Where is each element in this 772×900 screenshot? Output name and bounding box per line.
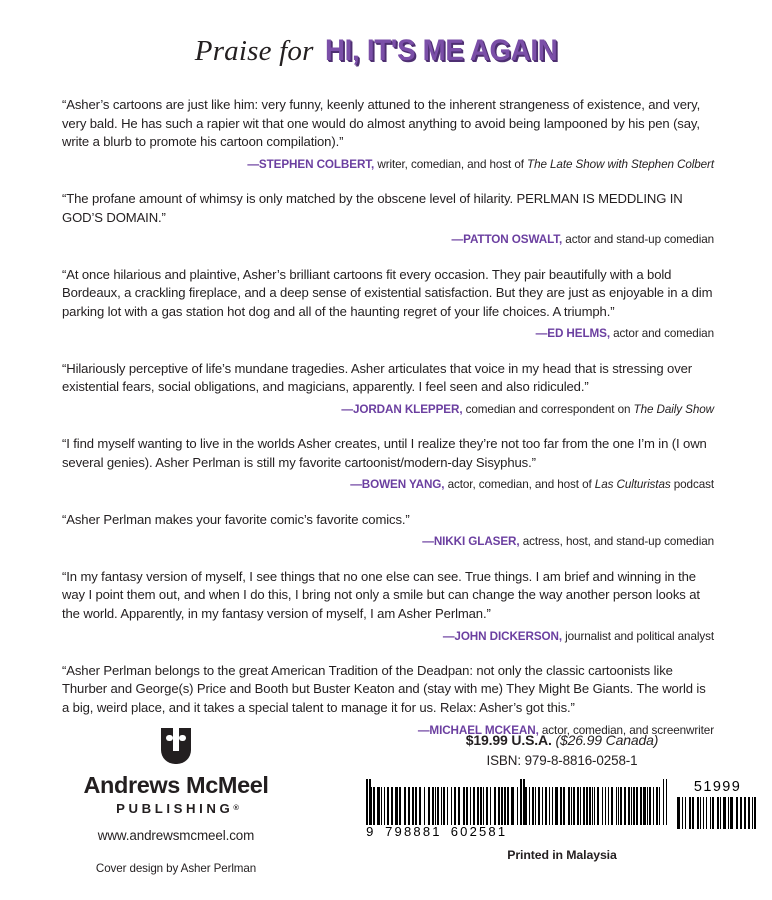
blurb-attribution [62, 326, 714, 342]
book-title: HI, IT'S ME AGAIN [324, 34, 557, 67]
praise-for-label: Praise for [194, 35, 314, 67]
price-usa: $19.99 U.S.A. [465, 732, 552, 748]
registered-mark-icon: ® [233, 802, 239, 812]
blurb-attribution [62, 232, 714, 248]
attribution-role: journalist and political analyst [562, 629, 714, 643]
attribution-name: —MICHAEL MCKEAN, [417, 723, 539, 737]
attribution-role: actor, comedian, and screenwriter [538, 723, 714, 737]
attribution-role: actress, host, and stand-up comedian [519, 535, 714, 549]
barcode-bars [366, 779, 667, 825]
blurb-attribution [62, 402, 714, 418]
attribution-name: —PATTON OSWALT, [451, 233, 563, 247]
publisher-subtitle-text: PUBLISHING [116, 800, 234, 816]
blurb-text: “Asher’s cartoons are just like him: very funny, keenly attuned to the inherent strangeness of existence, and very, very bald. He has such a rapier wit that one would do almost anything to avoid being lampooned by his pen (say, write a blurb to promote his cartoon compilation).” [62, 97, 701, 150]
publisher-name: Andrews McMeel [83, 772, 269, 798]
attribution-role: actor and comedian [609, 327, 714, 341]
attribution-name: —JOHN DICKERSON, [442, 629, 563, 643]
blurb-item [62, 435, 714, 494]
attribution-role: actor and stand-up comedian [562, 233, 714, 247]
blurb-item [62, 190, 714, 249]
printed-in: Printed in Malaysia [507, 848, 617, 862]
blurb-attribution [62, 534, 714, 550]
blurb-item [62, 266, 714, 343]
attribution-name: —STEPHEN COLBERT, [247, 157, 375, 171]
blurb-item [62, 511, 714, 551]
blurb-text: “I find myself wanting to live in the worlds Asher creates, until I realize they’re not too far from the one I’m in (I own several genies). Asher Perlman is still my favorite cartoonist/modern-day Sisyphus.” [62, 436, 707, 470]
cover-footer [0, 723, 772, 900]
blurb-item [62, 360, 714, 419]
blurb-text: “Hilariously perceptive of life’s mundane tragedies. Asher articulates that voice in my head that is stressing over existential fears, social obligations, and magicians, apparently. I feel seen and also ridiculed.” [62, 360, 693, 395]
attribution-role: comedian and correspondent on [462, 402, 634, 416]
publisher-subtitle [0, 801, 352, 816]
andrews-mcmeel-logo-icon [161, 728, 191, 764]
attribution-work: The Daily Show [633, 402, 714, 416]
attribution-work: The Late Show with Stephen Colbert [527, 157, 714, 171]
blurb-attribution [62, 629, 714, 645]
barcode-digits [366, 824, 667, 839]
product-info-block [352, 723, 772, 862]
publisher-block [0, 726, 352, 875]
attribution-role-tail: podcast [670, 478, 714, 492]
attribution-role: actor, comedian, and host of [444, 478, 595, 492]
attribution-name: —BOWEN YANG, [350, 478, 445, 492]
blurb-text: “In my fantasy version of myself, I see things that no one else can see. True things. I am brief and winning in the way I point them out, and when I do this, I bring not only a smile but can change the way another person looks at the world. Apparently, in my fantasy version of myself, I am Asher Perlman.” [62, 568, 700, 621]
isbn: ISBN: 979-8-8816-0258-1 [486, 753, 638, 768]
blurb-item [62, 568, 714, 645]
barcode-addon-number: 51999 [693, 779, 742, 795]
blurb-text: “Asher Perlman belongs to the great American Tradition of the Deadpan: not only the classic cartoonists like Thurber and George(s) Price and Booth but Buster Keaton and (stay with me) They Might Be Giants. The world is a big, weird place, and it takes a special talent to manage it for us. Relax: Asher’s got this.” [62, 662, 706, 716]
attribution-name: —NIKKI GLASER, [422, 535, 520, 549]
blurb-list [0, 82, 772, 739]
attribution-work: Las Culturistas [594, 478, 671, 492]
attribution-name: —JORDAN KLEPPER, [341, 402, 463, 416]
blurb-item [62, 96, 714, 173]
attribution-role: writer, comedian, and host of [374, 157, 528, 171]
barcode-group-right: 602581 [450, 824, 508, 839]
barcode-area [352, 779, 772, 839]
barcode-group-left: 798881 [385, 824, 442, 839]
ean13-barcode [366, 779, 667, 839]
cover-design-credit: Cover design by Asher Perlman [95, 861, 257, 875]
blurb-attribution [62, 477, 714, 493]
barcode-lead-digit: 9 [366, 824, 374, 839]
blurb-text: “The profane amount of whimsy is only matched by the obscene level of hilarity. PERLMAN IS MEDDLING IN GOD’S DOMAIN.” [62, 191, 683, 225]
praise-header [0, 0, 772, 82]
blurb-text: “At once hilarious and plaintive, Asher’s brilliant cartoons fit every occasion. They pair beautifully with a bold Bordeaux, a crackling fireplace, and a deep sense of existential satisfaction. But they are just as enjoyable in a dim parking lot with a gas station hot dog and all of the haunting regret of your life choices. A triumph.” [62, 266, 713, 319]
barcode-addon-bars [677, 797, 758, 829]
blurb-attribution [62, 157, 714, 173]
blurb-text: “Asher Perlman makes your favorite comic’s favorite comics.” [62, 511, 410, 527]
price-canada: ($26.99 Canada) [555, 732, 659, 748]
price-line [352, 732, 772, 748]
publisher-url[interactable]: www.andrewsmcmeel.com [97, 827, 255, 843]
barcode-addon [677, 779, 758, 829]
attribution-name: —ED HELMS, [535, 327, 610, 341]
